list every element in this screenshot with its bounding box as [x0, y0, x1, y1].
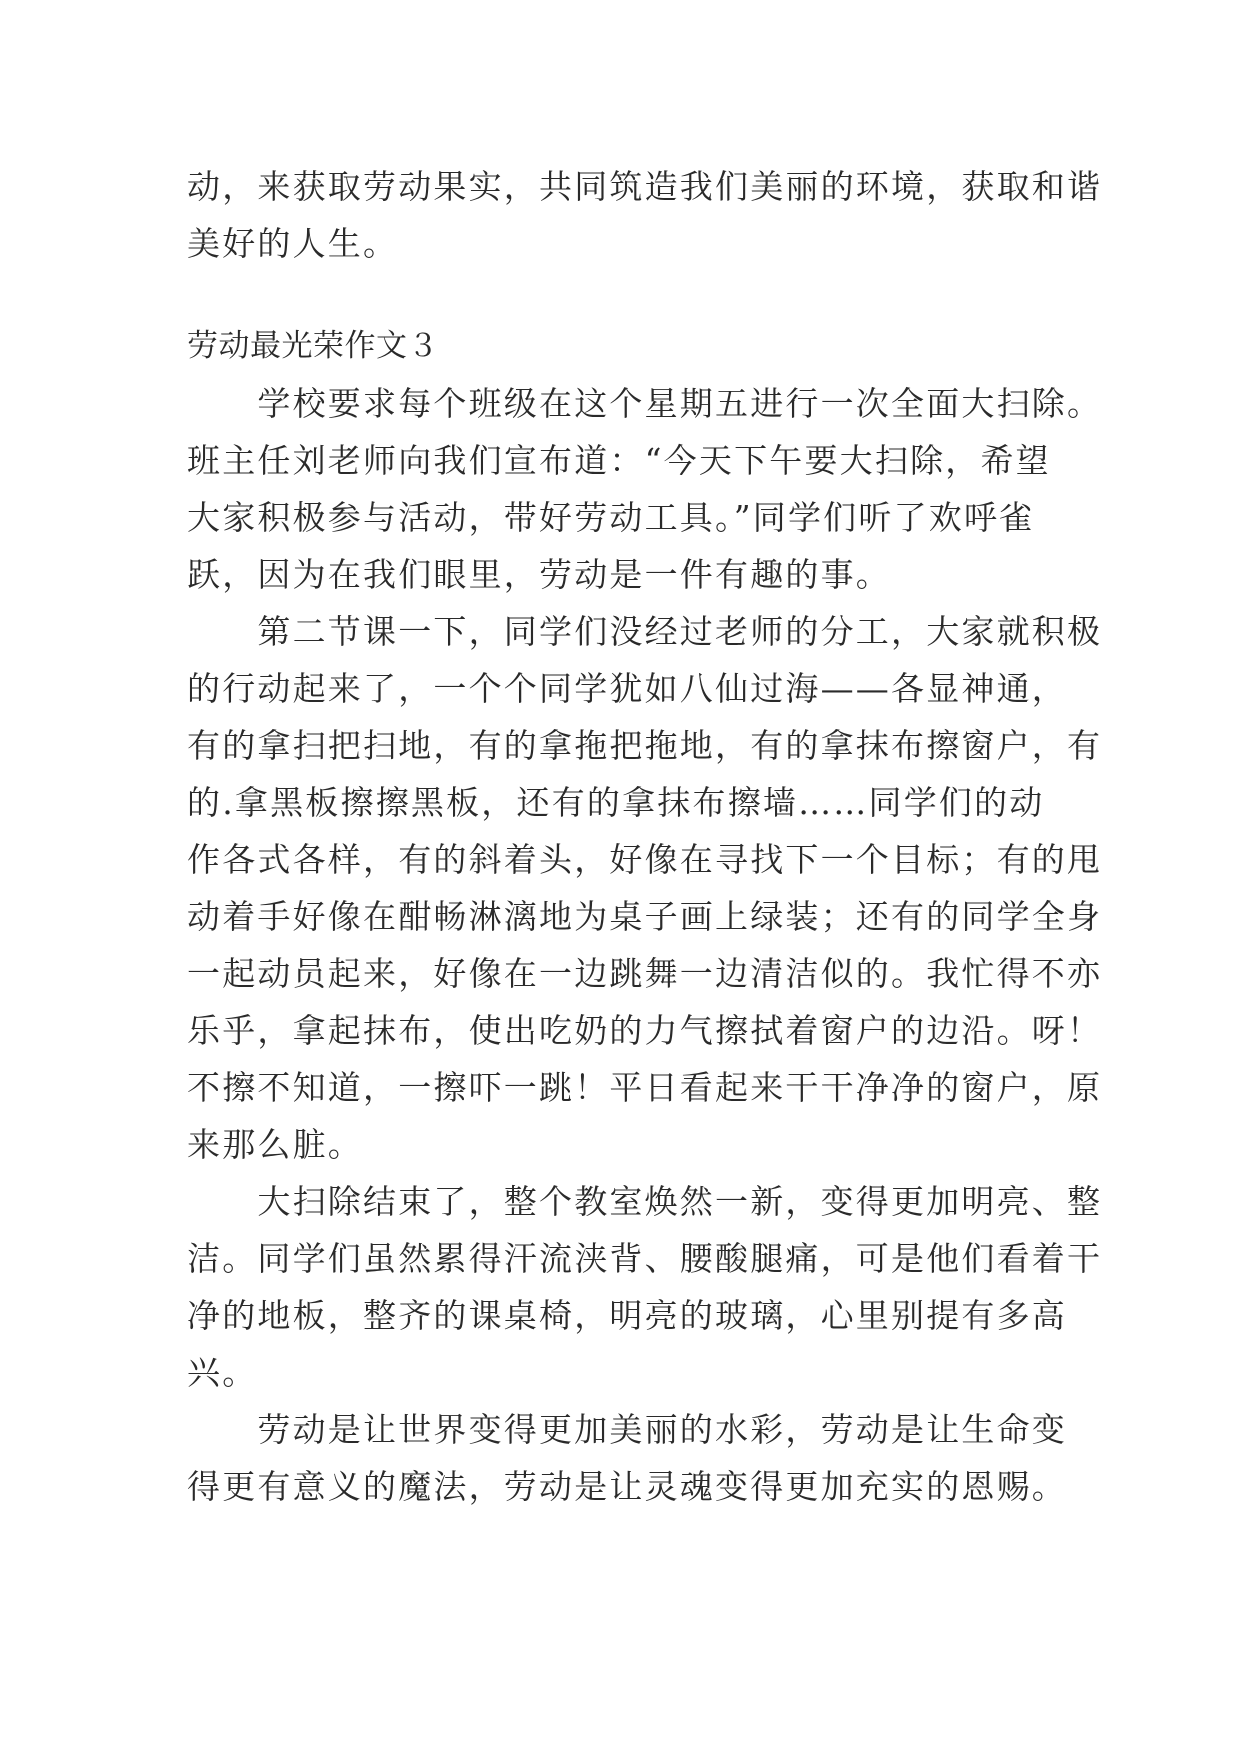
- text-line: 来那么脏。: [187, 1125, 363, 1164]
- text-line: 乐乎，拿起抹布，使出吃奶的力气擦拭着窗户的边沿。呀！: [187, 1011, 1103, 1050]
- text-line: 第二节课一下，同学们没经过老师的分工，大家就积极: [187, 612, 1103, 651]
- document-content: [187, 158, 1103, 1515]
- text-line: 大扫除结束了，整个教室焕然一新，变得更加明亮、整: [187, 1182, 1103, 1221]
- text-line: 动着手好像在酣畅淋漓地为桌子画上绿装；还有的同学全身: [187, 897, 1103, 936]
- text-line: 得更有意义的魔法，劳动是让灵魂变得更加充实的恩赐。: [187, 1467, 1067, 1506]
- text-line: 一起动员起来，好像在一边跳舞一边清洁似的。我忙得不亦: [187, 954, 1103, 993]
- text-line: 的行动起来了，一个个同学犹如八仙过海——各显神通，: [187, 669, 1067, 708]
- text-line: 美好的人生。: [187, 224, 399, 263]
- section-gap: [187, 272, 1047, 318]
- text-line: 动，来获取劳动果实，共同筑造我们美丽的环境，获取和谐: [187, 167, 1103, 206]
- text-line: 净的地板，整齐的课桌椅，明亮的玻璃，心里别提有多高: [187, 1296, 1067, 1335]
- text-line: 不擦不知道，一擦吓一跳！平日看起来干干净净的窗户，原: [187, 1068, 1103, 1107]
- text-line: 有的拿扫把扫地，有的拿拖把拖地，有的拿抹布擦窗户，有: [187, 726, 1103, 765]
- text-line: 兴。: [187, 1353, 258, 1392]
- essay-title: 劳动最光荣作文３: [187, 328, 439, 364]
- text-line: 跃，因为在我们眼里，劳动是一件有趣的事。: [187, 555, 891, 594]
- text-line: 学校要求每个班级在这个星期五进行一次全面大扫除。: [187, 384, 1103, 423]
- text-line: 班主任刘老师向我们宣布道：“今天下午要大扫除，希望: [187, 441, 1051, 480]
- text-line: 劳动是让世界变得更加美丽的水彩，劳动是让生命变: [187, 1410, 1067, 1449]
- text-line: 大家积极参与活动，带好劳动工具。”同学们听了欢呼雀: [187, 498, 1035, 537]
- text-line: 洁。同学们虽然累得汗流浃背、腰酸腿痛，可是他们看着干: [187, 1239, 1103, 1278]
- text-line: 作各式各样，有的斜着头，好像在寻找下一个目标；有的甩: [187, 840, 1103, 879]
- text-line: 的.拿黑板擦擦黑板，还有的拿抹布擦墙……同学们的动: [187, 783, 1045, 822]
